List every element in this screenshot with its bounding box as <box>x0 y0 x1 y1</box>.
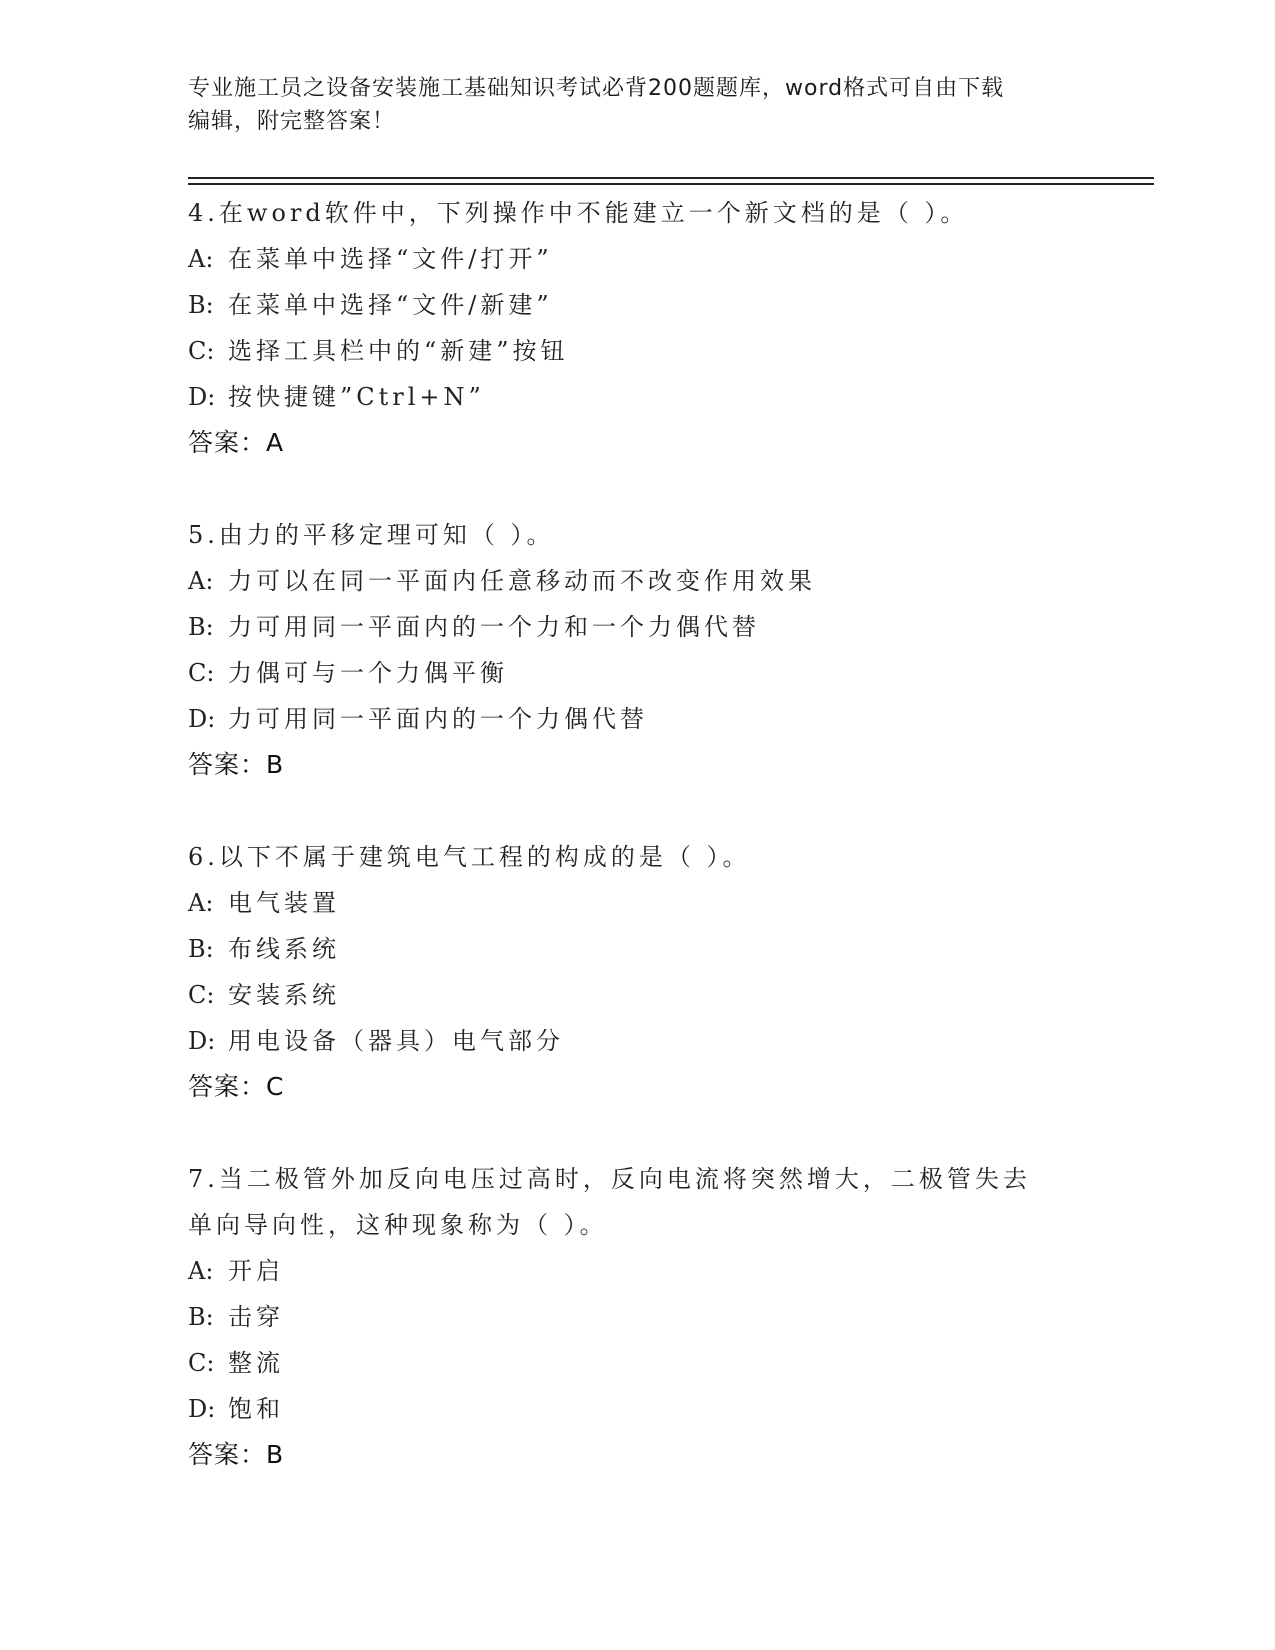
option-a <box>188 236 1088 282</box>
option-label: A: <box>188 567 214 595</box>
option-text: 按快捷键”Ctrl+N” <box>228 383 485 411</box>
option-text: 选择工具栏中的“新建”按钮 <box>228 337 569 365</box>
option-c <box>188 972 1088 1018</box>
answer-line: 答案：B <box>188 1440 285 1469</box>
option-label: C: <box>188 1349 215 1377</box>
option-c <box>188 1340 1088 1386</box>
option-text: 用电设备（器具）电气部分 <box>228 1027 564 1055</box>
question-stem: 4.在word软件中，下列操作中不能建立一个新文档的是（ ）。 <box>188 199 969 227</box>
question-4 <box>188 190 1088 466</box>
option-label: B: <box>188 613 214 641</box>
question-list <box>188 190 1088 1524</box>
option-text: 饱和 <box>228 1395 284 1423</box>
question-stem-line-1: 7.当二极管外加反向电压过高时，反向电流将突然增大，二极管失去 <box>188 1165 1031 1193</box>
option-text: 在菜单中选择“文件/新建” <box>228 291 553 319</box>
option-label: D: <box>188 1027 216 1055</box>
document-header <box>188 72 1068 138</box>
option-d <box>188 374 1088 420</box>
option-text: 力可用同一平面内的一个力和一个力偶代替 <box>228 613 760 641</box>
option-a <box>188 1248 1088 1294</box>
answer-line: 答案：B <box>188 750 285 779</box>
option-text: 开启 <box>228 1257 284 1285</box>
option-text: 在菜单中选择“文件/打开” <box>228 245 553 273</box>
question-5 <box>188 512 1088 788</box>
option-label: B: <box>188 291 214 319</box>
option-label: D: <box>188 1395 216 1423</box>
option-text: 整流 <box>228 1349 284 1377</box>
question-7 <box>188 1156 1088 1478</box>
option-label: A: <box>188 889 214 917</box>
option-text: 电气装置 <box>228 889 340 917</box>
option-text: 力可以在同一平面内任意移动而不改变作用效果 <box>228 567 816 595</box>
option-c <box>188 650 1088 696</box>
option-label: B: <box>188 1303 214 1331</box>
header-line-2: 编辑，附完整答案！ <box>188 109 396 134</box>
answer-line: 答案：A <box>188 428 285 457</box>
option-text: 安装系统 <box>228 981 340 1009</box>
option-b <box>188 282 1088 328</box>
option-d <box>188 1018 1088 1064</box>
option-label: C: <box>188 337 215 365</box>
answer-line: 答案：C <box>188 1072 285 1101</box>
option-label: A: <box>188 245 214 273</box>
option-text: 击穿 <box>228 1303 284 1331</box>
option-d <box>188 696 1088 742</box>
question-stem-line-2: 单向导向性，这种现象称为（ ）。 <box>188 1211 608 1239</box>
option-label: D: <box>188 705 216 733</box>
option-label: B: <box>188 935 214 963</box>
question-stem: 5.由力的平移定理可知（ ）。 <box>188 521 555 549</box>
header-line-1: 专业施工员之设备安装施工基础知识考试必背200题题库，word格式可自由下载 <box>188 76 1005 101</box>
option-a <box>188 880 1088 926</box>
option-label: D: <box>188 383 216 411</box>
option-b <box>188 604 1088 650</box>
header-divider-bottom <box>188 183 1154 185</box>
option-text: 力可用同一平面内的一个力偶代替 <box>228 705 648 733</box>
question-6 <box>188 834 1088 1110</box>
option-b <box>188 1294 1088 1340</box>
question-stem: 6.以下不属于建筑电气工程的构成的是（ ）。 <box>188 843 751 871</box>
option-d <box>188 1386 1088 1432</box>
option-text: 力偶可与一个力偶平衡 <box>228 659 508 687</box>
option-b <box>188 926 1088 972</box>
option-text: 布线系统 <box>228 935 340 963</box>
option-a <box>188 558 1088 604</box>
option-label: C: <box>188 981 215 1009</box>
option-label: A: <box>188 1257 214 1285</box>
option-label: C: <box>188 659 215 687</box>
header-divider-top <box>188 177 1154 179</box>
option-c <box>188 328 1088 374</box>
